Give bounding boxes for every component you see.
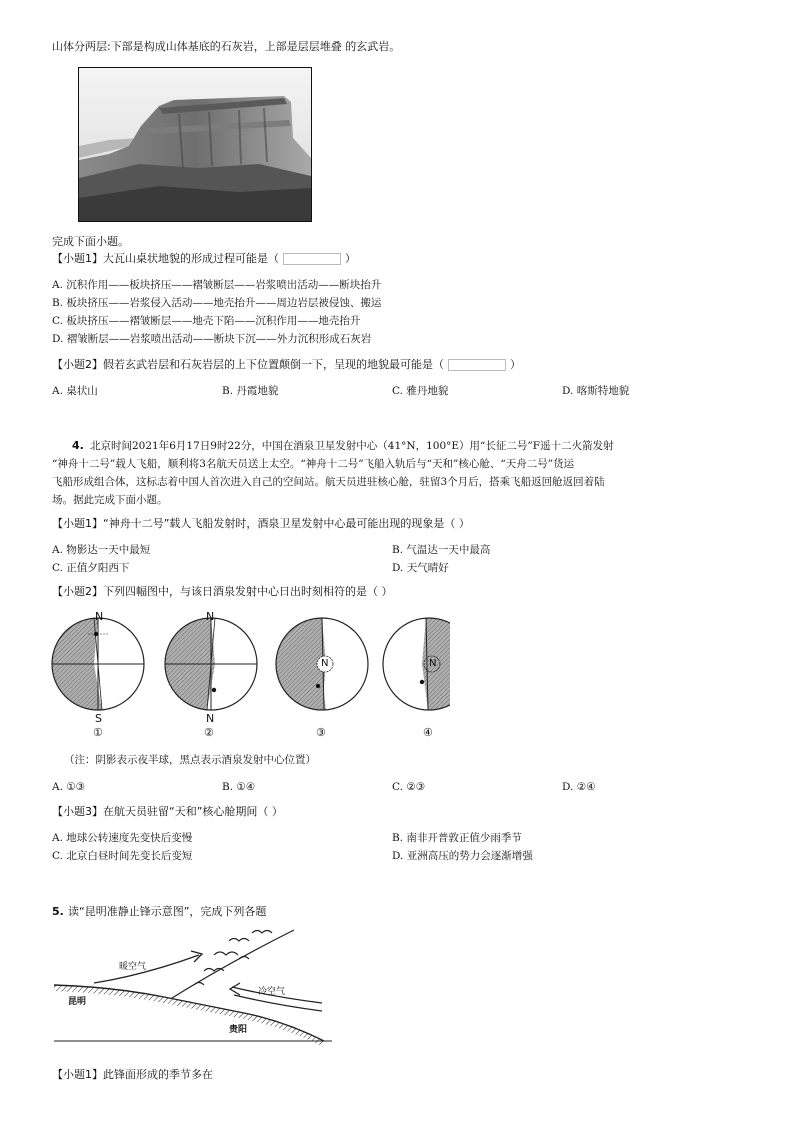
q4-sub2-option-d: D. ②④ <box>562 781 596 793</box>
q3-sub2-stem: 【小题2】假若玄武岩层和石灰岩层的上下位置颠倒一下，呈现的地貌最可能是（ ） <box>52 358 521 371</box>
q4-sub2-stem: 【小题2】下列四幅图中，与该日酒泉发射中心日出时刻相符的是（ ） <box>52 585 393 598</box>
table-mountain-photo <box>78 67 312 222</box>
figure-number-2: ② <box>204 726 214 739</box>
globe-note: （注：阴影表示夜半球，黑点表示酒泉发射中心位置） <box>64 754 316 766</box>
q3-sub1-option-d: D. 褶皱断层——岩浆喷出活动——断块下沉——外力沉积形成石灰岩 <box>52 333 372 345</box>
warm-air-label: 暖空气 <box>119 962 147 972</box>
q3-sub1-option-c: C. 板块挤压——褶皱断层——地壳下陷——沉积作用——地壳抬升 <box>52 315 361 327</box>
stationary-front-diagram <box>54 925 344 1045</box>
q4-number: 4. <box>72 439 84 452</box>
q3-sub2-option-c: C. 雅丹地貌 <box>392 385 449 397</box>
q4-sub3-option-b: B. 南非开普敦正值少雨季节 <box>392 832 522 844</box>
q3-sub2-option-a: A. 桌状山 <box>52 385 98 397</box>
globe-1 <box>52 618 144 710</box>
q4-sub3-stem: 【小题3】在航天员驻留“天和”核心舱期间（ ） <box>52 805 283 818</box>
q5-stem: 读“昆明准静止锋示意图”，完成下列各题 <box>68 905 267 918</box>
globe-diagrams <box>50 606 450 741</box>
globe-1-south-label: S <box>95 712 102 725</box>
q4-sub2-option-b: B. ①④ <box>222 781 256 793</box>
q4-sub3-option-d: D. 亚洲高压的势力会逐渐增强 <box>392 850 533 862</box>
q4-sub1-stem: 【小题1】“神舟十二号”载人飞船发射时，酒泉卫星发射中心最可能出现的现象是（ ） <box>52 517 470 530</box>
answer-blank[interactable] <box>283 253 341 265</box>
figure-number-1: ① <box>93 726 103 739</box>
globe-3-north-label: N <box>321 658 329 669</box>
q3-sub1-stem: 【小题1】大瓦山桌状地貌的形成过程可能是（ ） <box>52 252 356 265</box>
intro-text: 山体分两层:下部是构成山体基底的石灰岩，上部是层层堆叠 的玄武岩。 <box>52 40 401 53</box>
q4-sub3-option-a: A. 地球公转速度先变快后变慢 <box>52 832 193 844</box>
cold-air-label: 冷空气 <box>258 987 286 997</box>
q5-sub1-stem: 【小题1】此锋面形成的季节多在 <box>52 1068 213 1081</box>
globe-2 <box>165 618 257 710</box>
globe-2-north-label: N <box>206 610 215 623</box>
q4-sub1-option-a: A. 物影达一天中最短 <box>52 544 151 556</box>
q4-stem-line-1: 北京时间2021年6月17日9时22分，中国在酒泉卫星发射中心（41°N，100°E）用“长征二号”F遥十二火箭发射 <box>90 440 614 452</box>
q3-sub2-option-b: B. 丹霞地貌 <box>222 385 279 397</box>
q4-stem-line-3: 飞船形成组合体，这标志着中国人首次进入自己的空间站。航天员进驻核心舱，驻留3个月后，搭乘飞船返回舱返回着陆 <box>52 476 605 488</box>
answer-blank[interactable] <box>448 359 506 371</box>
q4-sub1-option-b: B. 气温达一天中最高 <box>392 544 491 556</box>
q3-sub1-option-b: B. 板块挤压——岩浆侵入活动——地壳抬升——周边岩层被侵蚀、搬运 <box>52 297 382 309</box>
q3-sub2-option-d: D. 喀斯特地貌 <box>562 385 630 397</box>
globe-4-north-label: N <box>429 658 437 669</box>
q4-sub1-option-c: C. 正值夕阳西下 <box>52 562 130 574</box>
guiyang-label: 贵阳 <box>229 1025 248 1035</box>
q4-stem-line-4: 场。据此完成下面小题。 <box>52 494 168 506</box>
q5-number: 5. <box>52 905 64 918</box>
kunming-label: 昆明 <box>68 997 87 1007</box>
figure-number-3: ③ <box>316 726 326 739</box>
q3-sub1-option-a: A. 沉积作用——板块挤压——褶皱断层——岩浆喷出活动——断块抬升 <box>52 279 382 291</box>
globe-1-north-label: N <box>95 610 104 623</box>
q4-sub2-option-a: A. ①③ <box>52 781 86 793</box>
q4-sub3-option-c: C. 北京白昼时间先变长后变短 <box>52 850 193 862</box>
globe-2-bottom-north-label: N <box>206 712 215 725</box>
q4-sub1-option-d: D. 天气晴好 <box>392 562 449 574</box>
q4-stem-line-2: “神舟十二号”载人飞船，顺利将3名航天员送上太空。“神舟十二号”飞船入轨后与“天和”核心舱、“天舟二号”货运 <box>52 458 575 470</box>
figure-number-4: ④ <box>423 726 433 739</box>
globe-4 <box>383 618 450 710</box>
complete-instruction: 完成下面小题。 <box>52 235 129 248</box>
q4-sub2-option-c: C. ②③ <box>392 781 426 793</box>
